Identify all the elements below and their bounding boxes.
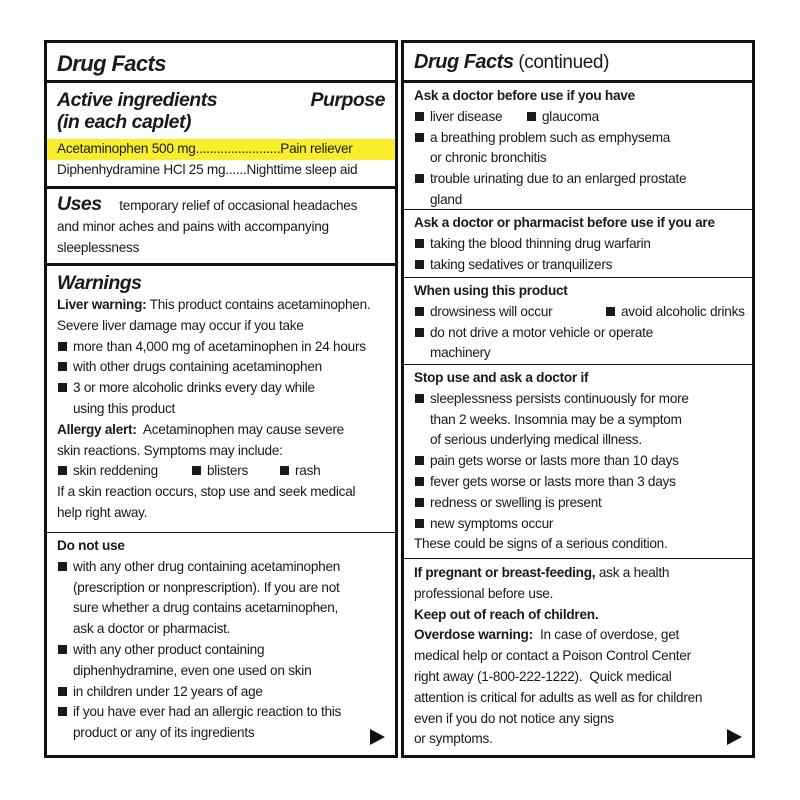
list-item-continued: using this product [73, 400, 176, 416]
list-item: avoid alcoholic drinks [605, 302, 745, 323]
overdose-warning-text: or symptoms. [414, 731, 493, 747]
panel-title-suffix: (continued) [513, 52, 610, 73]
list-item: pain gets worse or lasts more than 10 days [414, 451, 742, 472]
allergy-alert-text: Acetaminophen may cause severe [136, 421, 344, 437]
list-item: sleeplessness persists continuously for more [414, 389, 742, 410]
drug-facts-panel-left [44, 40, 398, 758]
title-section [404, 43, 752, 83]
list-item-continued: of serious underlying medical illness. [430, 432, 642, 448]
uses-text: temporary relief of occasional headaches [119, 198, 358, 213]
list-item: with any other product containing [57, 640, 385, 661]
list-item: 3 or more alcoholic drinks every day while [57, 378, 385, 399]
list-item-continued: diphenhydramine, even one used on skin [73, 662, 312, 678]
dot-leader: ........................ [195, 141, 281, 156]
pregnancy-text: professional before use. [414, 585, 554, 601]
ask-pharmacist-section [404, 210, 752, 278]
symptom-item: rash [279, 461, 320, 482]
when-using-heading: When using this product [414, 283, 568, 298]
list-item-continued: machinery [430, 345, 491, 361]
list-item-continued: than 2 weeks. Insomnia may be a symptom [430, 411, 682, 427]
uses-text: and minor aches and pains with accompanying [57, 218, 329, 234]
active-ingredients-subheading: (in each caplet) [57, 111, 191, 133]
list-item-continued: ask a doctor or pharmacist. [73, 621, 231, 637]
dot-leader: ...... [225, 161, 247, 177]
ingredient-row [57, 160, 385, 181]
ingredient-row [47, 139, 395, 160]
list-item: do not drive a motor vehicle or operate [414, 323, 742, 344]
panel-title-text: Drug Facts [414, 51, 514, 73]
title-section [47, 43, 395, 83]
when-using-section [404, 278, 752, 365]
list-item: in children under 12 years of age [57, 682, 385, 703]
symptom-row [57, 461, 385, 482]
symptom-item: skin reddening [57, 461, 191, 482]
ingredient-purpose: Pain reliever [280, 141, 353, 156]
uses-text: sleeplessness [57, 239, 140, 255]
liver-warning-label: Liver warning: [57, 297, 147, 312]
uses-section [47, 189, 395, 266]
list-item: drowsiness will occur [414, 302, 605, 323]
list-item: taking sedatives or tranquilizers [414, 255, 742, 276]
list-item: new symptoms occur [414, 514, 742, 535]
drug-facts-panel-right [401, 40, 755, 758]
skin-reaction-text: If a skin reaction occurs, stop use and seek medical [57, 484, 356, 500]
list-item-continued: or chronic bronchitis [430, 150, 547, 166]
ingredient-purpose: Nighttime sleep aid [246, 161, 358, 177]
panel-title: Drug Facts [57, 51, 166, 76]
list-row [414, 107, 742, 128]
active-ingredients-heading: Active ingredients [57, 89, 218, 111]
warnings-heading: Warnings [57, 272, 142, 294]
liver-warning-text: This product contains acetaminophen. [146, 297, 371, 312]
do-not-use-heading: Do not use [57, 538, 125, 553]
stop-use-section [404, 365, 752, 559]
list-item: liver disease [414, 107, 526, 128]
list-item: a breathing problem such as emphysema [414, 128, 742, 149]
overdose-warning-text: attention is critical for adults as well as for children [414, 689, 703, 705]
overdose-warning-text: right away (1-800-222-1222). Quick medical [414, 668, 672, 684]
allergy-alert-label: Allergy alert: [57, 421, 137, 437]
list-item: if you have ever had an allergic reaction to this [57, 702, 385, 723]
warnings-section [47, 266, 395, 533]
list-item: trouble urinating due to an enlarged prostate [414, 169, 742, 190]
continue-arrow-icon [727, 729, 742, 745]
purpose-heading: Purpose [310, 89, 385, 111]
overdose-warning-text: medical help or contact a Poison Control Center [414, 648, 691, 664]
list-item: with any other drug containing acetaminophen [57, 557, 385, 578]
active-ingredients-section [47, 83, 395, 189]
ask-pharmacist-heading: Ask a doctor or pharmacist before use if you are [414, 215, 715, 230]
overdose-warning-text: even if you do not notice any signs [414, 710, 614, 726]
list-item: redness or swelling is present [414, 493, 742, 514]
pregnancy-label: If pregnant or breast-feeding, [414, 565, 596, 580]
ask-doctor-section [404, 83, 752, 210]
overdose-warning-label: Overdose warning: [414, 627, 533, 643]
keep-out-of-reach: Keep out of reach of children. [414, 606, 599, 622]
continue-arrow-icon [370, 729, 385, 745]
uses-heading: Uses [57, 193, 102, 215]
list-item: taking the blood thinning drug warfarin [414, 234, 742, 255]
stop-use-footer: These could be signs of a serious condition. [414, 536, 668, 552]
skin-reaction-text: help right away. [57, 504, 148, 520]
stop-use-heading: Stop use and ask a doctor if [414, 370, 589, 385]
panel-title [414, 51, 742, 74]
ingredient-name: Diphenhydramine HCl 25 mg [57, 161, 226, 177]
list-row [414, 302, 745, 323]
overdose-warning-text: In case of overdose, get [532, 627, 680, 643]
list-item-continued: (prescription or nonprescription). If you are not [73, 579, 340, 595]
list-item-continued: gland [430, 191, 463, 207]
liver-warning-text: Severe liver damage may occur if you take [57, 317, 304, 333]
list-item: fever gets worse or lasts more than 3 days [414, 472, 742, 493]
pregnancy-overdose-section [404, 559, 752, 755]
do-not-use-section [47, 533, 395, 755]
list-item-continued: sure whether a drug contains acetaminophen, [73, 600, 339, 616]
list-item: more than 4,000 mg of acetaminophen in 24 hours [57, 337, 385, 358]
ask-doctor-heading: Ask a doctor before use if you have [414, 88, 635, 103]
allergy-alert-text: skin reactions. Symptoms may include: [57, 442, 283, 458]
ingredient-name: Acetaminophen 500 mg [57, 141, 196, 156]
list-item: with other drugs containing acetaminophen [57, 357, 385, 378]
symptom-item: blisters [191, 461, 279, 482]
list-item-continued: product or any of its ingredients [73, 725, 255, 741]
pregnancy-text: ask a health [595, 565, 670, 580]
list-item: glaucoma [526, 107, 599, 128]
